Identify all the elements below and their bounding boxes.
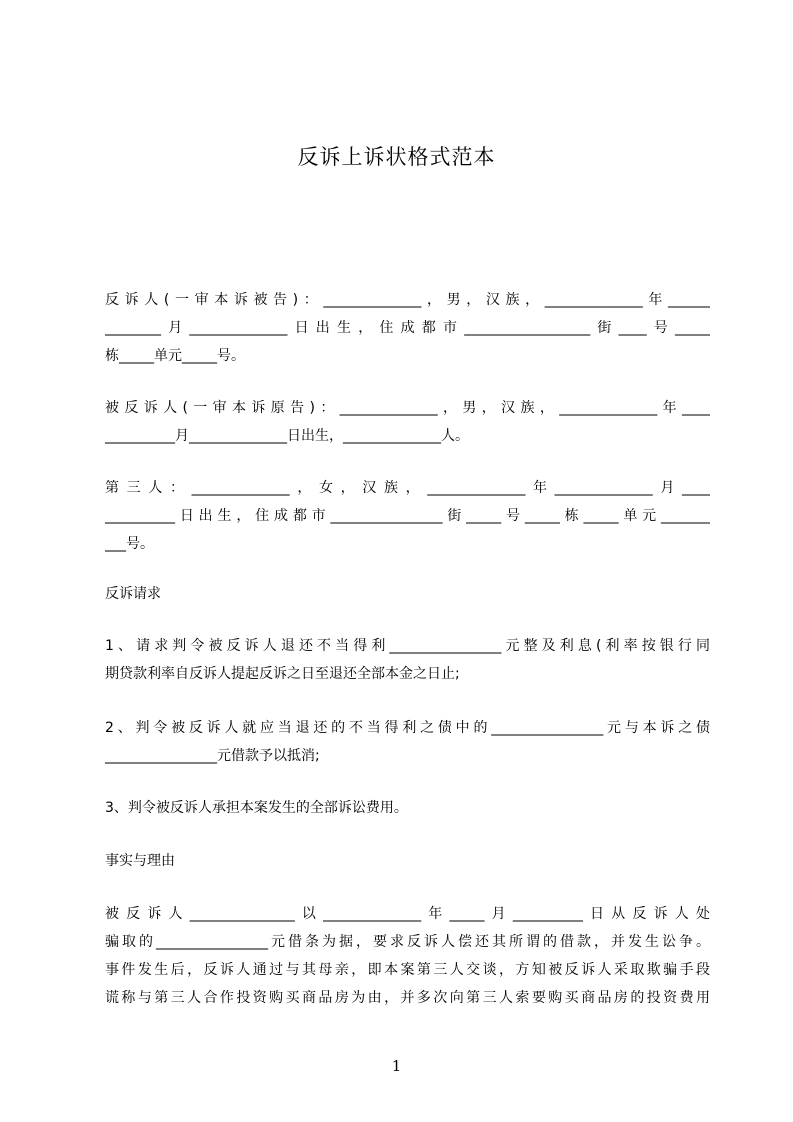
facts-line-2: 骗取的________________元借条为据，要求反诉人偿还其所谓的借款，并发生讼争。 <box>105 934 710 950</box>
claim-2-line-2: ________________元借款予以抵消; <box>105 748 320 764</box>
claim-1-line-2: 期贷款利率自反诉人提起反诉之日至退还全部本金之日止; <box>105 666 460 682</box>
facts-line-1: 被反诉人_______________以______________年_____月__________日从反诉人处 <box>105 906 710 922</box>
facts-line-3: 事件发生后，反诉人通过与其母亲，即本案第三人交谈，方知被反诉人采取欺骗手段 <box>105 962 710 978</box>
claims-heading: 反诉请求 <box>105 586 161 602</box>
counter-defendant-line-1: 被反诉人(一审本诉原告)：______________，男，汉族，______________年____ <box>105 400 710 416</box>
facts-line-4: 谎称与第三人合作投资购买商品房为由，并多次向第三人索要购买商品房的投资费用 <box>105 990 710 1006</box>
counter-plaintiff-line-3: 栋_____单元_____号。 <box>105 348 245 364</box>
page-number: 1 <box>391 1057 402 1075</box>
third-party-line-2: __________日出生，住成都市________________街_____号_____栋_____单元_______ <box>105 508 710 524</box>
claim-1-line-1: 1、请求判令被反诉人退还不当得利________________元整及利息(利率按银行同 <box>105 638 710 654</box>
third-party-line-1: 第三人：______________，女，汉族，______________年______________月____ <box>105 480 710 496</box>
counter-defendant-line-2: __________月______________日出生，______________人。 <box>105 428 469 444</box>
counter-plaintiff-line-2: ________月______________日出生，住成都市__________________街____号_____ <box>105 320 710 336</box>
claim-3: 3、判令被反诉人承担本案发生的全部诉讼费用。 <box>105 800 408 816</box>
facts-heading: 事实与理由 <box>105 853 175 869</box>
third-party-line-3: ___号。 <box>105 536 154 552</box>
document-title: 反诉上诉状格式范本 <box>297 145 496 169</box>
claim-2-line-1: 2、判令被反诉人就应当退还的不当得利之债中的________________元与本诉之债 <box>105 720 710 736</box>
counter-plaintiff-line-1: 反诉人(一审本诉被告)：______________，男，汉族，______________年______ <box>105 292 710 308</box>
